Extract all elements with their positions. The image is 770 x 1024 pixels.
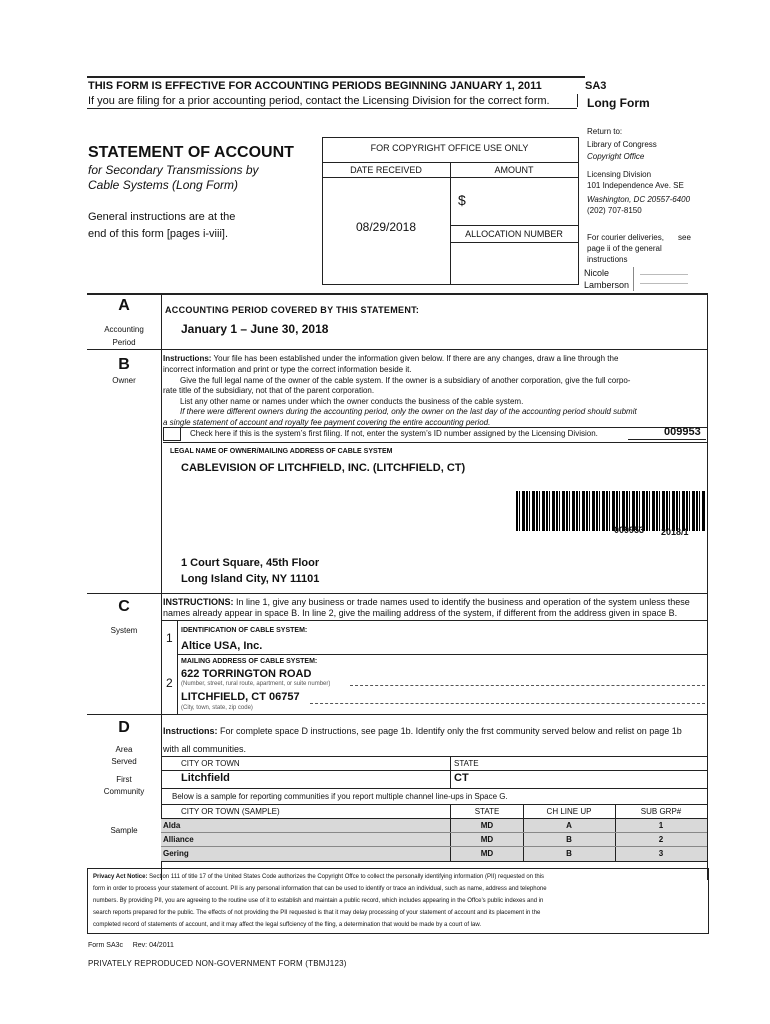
- section-b-instructions-1: Instructions: Your file has been established under the information given below. If there are any changes, draw a line through the: [163, 354, 619, 363]
- community-state-value[interactable]: CT: [454, 772, 469, 784]
- section-a-label-2: Period: [112, 338, 136, 347]
- sample-table-bottom-rule: [161, 861, 707, 862]
- section-d-community: Community: [103, 787, 145, 796]
- return-line-4: 101 Independence Ave. SE: [587, 181, 684, 190]
- section-d-instructions-2: with all communities.: [163, 744, 247, 754]
- allocation-label: ALLOCATION NUMBER: [465, 229, 563, 239]
- city-state-divider: [450, 756, 451, 788]
- office-box-rule-4: [450, 242, 578, 243]
- sample-header-city: CITY OR TOWN (SAMPLE): [181, 807, 280, 816]
- return-line-2: Copyright Office: [587, 152, 645, 161]
- long-form-label: Long Form: [587, 96, 650, 110]
- street-value[interactable]: 622 TORRINGTON ROAD: [181, 668, 312, 680]
- header-bottom-rule: [87, 108, 577, 109]
- return-to-label: Return to:: [587, 127, 623, 136]
- line-1-label: IDENTIFICATION OF CABLE SYSTEM:: [181, 627, 308, 634]
- section-c-label: System: [110, 626, 138, 635]
- signature-divider: [633, 267, 634, 291]
- office-box-rule-3: [450, 225, 578, 226]
- sample-row-1-state: MD: [480, 821, 494, 830]
- section-d-sample: Sample: [110, 826, 138, 835]
- form-code: SA3: [585, 80, 607, 92]
- city-dashed-line: [310, 703, 705, 704]
- legal-name-label: LEGAL NAME OF OWNER/MAILING ADDRESS OF CABLE SYSTEM: [170, 448, 393, 455]
- section-b-instructions-4: rate title of the subsidiary, not that of the parent corporation.: [163, 386, 375, 395]
- sample-row-2-city: Alliance: [163, 835, 194, 844]
- section-c-letter: C: [118, 598, 130, 615]
- form-title: STATEMENT OF ACCOUNT: [88, 144, 294, 161]
- return-line-3: Licensing Division: [587, 170, 652, 179]
- section-b-top-rule: [87, 349, 707, 350]
- owner-address-line-2[interactable]: Long Island City, NY 11101: [181, 573, 320, 585]
- community-value-rule: [161, 788, 707, 789]
- privacy-line-1: Privacy Act Notice: Section 111 of title 17 of the United States Code authorizes the Copyright Offce to collect the personally identifying information (PII) requested on this: [93, 874, 545, 880]
- section-c-instr-rule: [161, 620, 707, 621]
- sample-row-1-lineup: A: [566, 821, 572, 830]
- sample-row-3-lineup: B: [566, 849, 572, 858]
- first-filing-text: Check here if this is the system’s first filing. If not, enter the system’s ID number assigned by the Licensing Division.: [190, 429, 598, 438]
- sample-row-rule-2: [161, 846, 707, 847]
- section-a-top-rule: [87, 293, 707, 295]
- sample-note: Below is a sample for reporting communities if you report multiple channel line-ups in Space G.: [172, 792, 508, 801]
- sample-header-state: STATE: [474, 807, 500, 816]
- section-b-instructions-5: List any other name or names under which the owner conducts the business of the cable system.: [180, 397, 524, 406]
- legal-name-rule: [163, 442, 707, 443]
- owner-name-value[interactable]: CABLEVISION OF LITCHFIELD, INC. (LITCHFIELD, CT): [181, 462, 466, 474]
- section-a-letter: A: [118, 297, 130, 314]
- return-line-5: Washington, DC 20557-6400: [587, 195, 691, 204]
- system-id-underline: [628, 439, 706, 440]
- sample-row-2-lineup: B: [566, 835, 572, 844]
- section-column-divider: [161, 293, 162, 880]
- section-c-top-rule: [87, 593, 707, 594]
- sample-header-lineup: CH LINE UP: [546, 807, 592, 816]
- sample-header-rule: [161, 818, 707, 819]
- line-2-label: MAILING ADDRESS OF CABLE SYSTEM:: [181, 658, 318, 665]
- state-label: STATE: [454, 759, 479, 768]
- cable-system-name-value[interactable]: Altice USA, Inc.: [181, 640, 263, 652]
- community-label-rule: [161, 770, 707, 771]
- sample-header-subgroup: SUB GRP#: [640, 807, 682, 816]
- section-b-instructions-6: If there were different owners during the accounting period, only the owner on the last day of the accounting period should submit: [180, 407, 637, 416]
- first-filing-checkbox[interactable]: [163, 427, 181, 441]
- accounting-period-value[interactable]: January 1 – June 30, 2018: [181, 322, 329, 336]
- signer-last-name: Lamberson: [584, 280, 630, 290]
- section-d-served: Served: [111, 757, 137, 766]
- barcode-system-id: 009953: [614, 525, 645, 535]
- courier-line-3: instructions: [587, 255, 628, 264]
- amount-label: AMOUNT: [494, 165, 534, 175]
- accounting-period-heading: ACCOUNTING PERIOD COVERED BY THIS STATEMENT:: [165, 305, 420, 315]
- section-d-first: First: [116, 775, 132, 784]
- section-c-bottom-rule: [87, 714, 707, 715]
- section-b-instructions-7: a single statement of account and royalty fee payment covering the entire accounting period.: [163, 418, 491, 427]
- courier-line-2: page ii of the general: [587, 244, 662, 253]
- date-received-value[interactable]: 08/29/2018: [355, 220, 417, 234]
- city-hint: (City, town, state, zip code): [181, 705, 253, 711]
- sample-row-3-subgroup: 3: [658, 849, 664, 858]
- section-d-letter: D: [118, 719, 130, 736]
- privacy-line-3: numbers. By providing PII, you are agreeing to the routine use of it to establish and maintain a public record, which includes appearing in the Offce’s public indexes and in: [93, 898, 544, 904]
- privacy-line-5: completed record of statements of account, and it may affect the legal suffciency of the fling, a determination that would be made by a court of law.: [93, 922, 481, 928]
- office-box-divider: [450, 162, 451, 284]
- courier-line-1: For courier deliveries,: [587, 233, 664, 242]
- return-line-6: (202) 707-8150: [587, 206, 642, 215]
- sample-row-1-subgroup: 1: [658, 821, 664, 830]
- line-1-number: 1: [166, 631, 173, 645]
- section-b-letter: B: [118, 356, 130, 373]
- form-revision: Form SA3c Rev: 04/2011: [88, 942, 174, 949]
- sample-row-1-city: Alda: [163, 821, 181, 830]
- private-reproduction-notice: PRIVATELY REPRODUCED NON-GOVERNMENT FORM (TBMJ123): [88, 959, 347, 968]
- street-dashed-line: [350, 685, 705, 686]
- section-b-instructions-2: incorrect information and print or type the correct information beside it.: [163, 365, 412, 374]
- community-header-rule: [161, 756, 707, 757]
- privacy-line-4: search reports prepared for the public. The effects of not providing the PII requested is that it may delay processing of your statement of account and its placement in the: [93, 910, 541, 916]
- form-subtitle-1: for Secondary Transmissions by: [88, 163, 259, 177]
- office-use-title: FOR COPYRIGHT OFFICE USE ONLY: [370, 143, 529, 153]
- sample-row-rule-1: [161, 832, 707, 833]
- section-b-label: Owner: [112, 376, 136, 385]
- sample-row-3-state: MD: [480, 849, 494, 858]
- effective-line: THIS FORM IS EFFECTIVE FOR ACCOUNTING PERIODS BEGINNING JANUARY 1, 2011: [88, 80, 542, 92]
- privacy-line-2: form in order to process your statement of account. PII is any personal information that can be used to identify or trace an individual, such as name, address and telephone: [93, 886, 547, 892]
- header-divider: [577, 94, 578, 107]
- sample-header-top-rule: [161, 804, 707, 805]
- barcode: [516, 491, 706, 531]
- section-b-instructions-3: Give the full legal name of the owner of the cable system. If the owner is a subsidiary of another corporation, give the full corpo-: [180, 376, 631, 385]
- digital-signature-stamp: [640, 274, 688, 284]
- line-1-rule: [177, 654, 707, 655]
- section-d-area: Area: [115, 745, 133, 754]
- section-c-inner-divider: [177, 620, 178, 714]
- first-filing-rule: [163, 427, 707, 428]
- amount-dollar: $: [458, 192, 466, 208]
- sample-row-2-subgroup: 2: [658, 835, 664, 844]
- section-d-instructions-1: Instructions: For complete space D instructions, see page 1b. Identify only the frst community served below and relist on page 1b: [163, 726, 682, 736]
- courier-see: see: [678, 233, 691, 242]
- general-instructions-1: General instructions are at the: [88, 211, 236, 223]
- community-city-value[interactable]: Litchfield: [181, 772, 230, 784]
- section-c-instructions-2: names already appear in space B. In line 2, give the mailing address of the system, if different from the address given in space B.: [163, 608, 678, 618]
- return-line-1: Library of Congress: [587, 140, 657, 149]
- street-hint: (Number, street, rural route, apartment, or suite number): [181, 681, 331, 687]
- section-a-label-1: Accounting: [104, 325, 144, 334]
- sample-row-2-state: MD: [480, 835, 494, 844]
- general-instructions-2: end of this form [pages i-viii].: [88, 228, 229, 240]
- owner-address-line-1[interactable]: 1 Court Square, 45th Floor: [181, 557, 320, 569]
- form-subtitle-2: Cable Systems (Long Form): [88, 178, 239, 192]
- sample-row-3-city: Gering: [163, 849, 189, 858]
- header-top-rule: [87, 76, 585, 78]
- section-c-instructions-1: INSTRUCTIONS: In line 1, give any business or trade names used to identify the business and operation of the system unless these: [163, 597, 690, 607]
- prior-period-line: If you are filing for a prior accounting period, contact the Licensing Division for the correct form.: [88, 95, 550, 107]
- line-2-number: 2: [166, 676, 173, 690]
- signer-first-name: Nicole: [584, 268, 610, 278]
- date-received-label: DATE RECEIVED: [350, 165, 422, 175]
- barcode-period: 2018/1: [661, 527, 689, 537]
- system-id-value[interactable]: 009953: [664, 426, 701, 438]
- city-state-zip-value[interactable]: LITCHFIELD, CT 06757: [181, 691, 300, 703]
- city-or-town-label: CITY OR TOWN: [181, 759, 240, 768]
- form-right-border: [707, 293, 708, 880]
